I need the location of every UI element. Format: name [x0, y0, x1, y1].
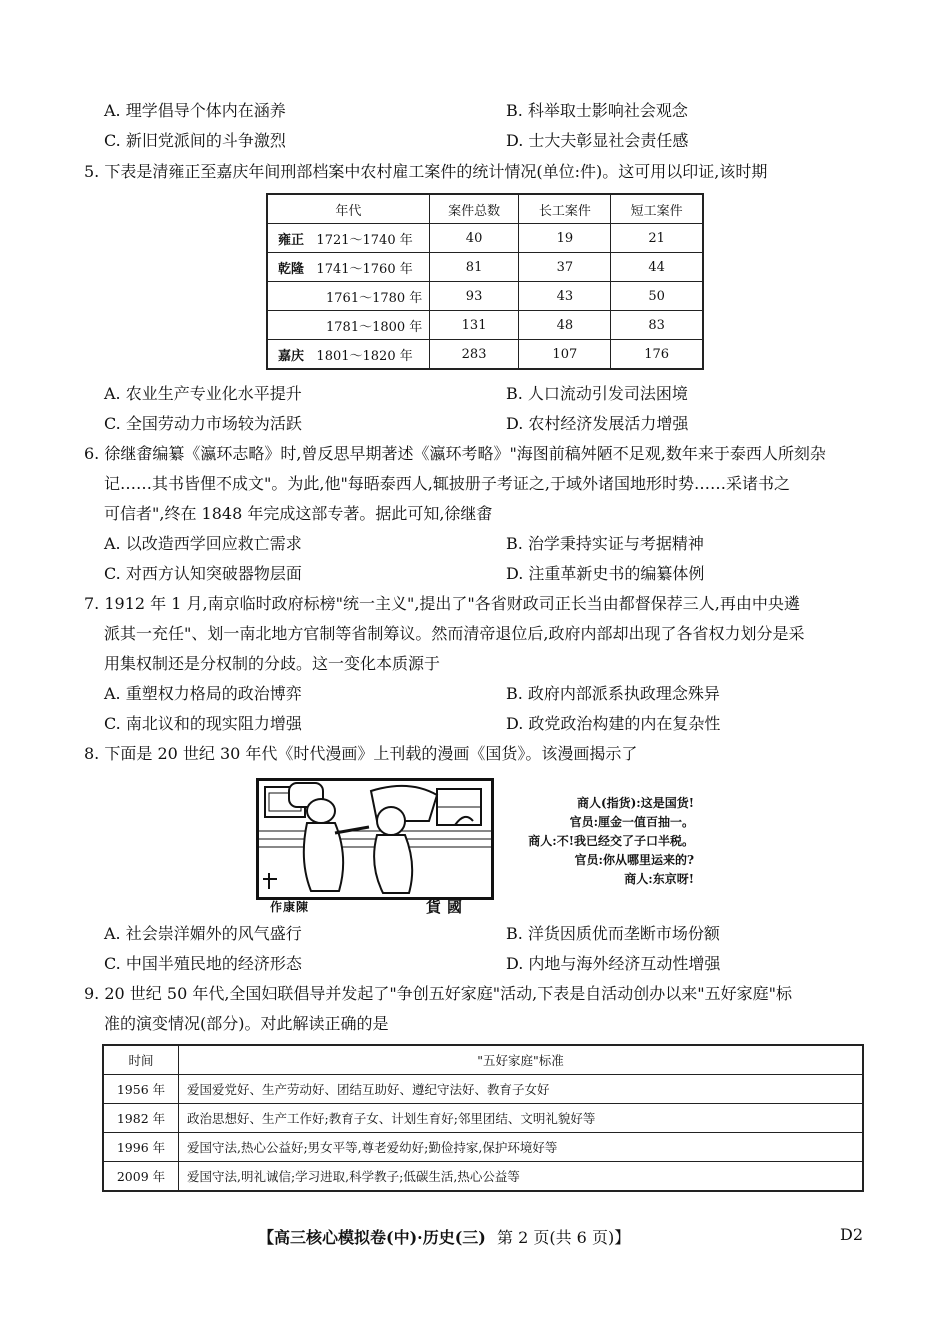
q5-option-c: C. 全国劳动力市场较为活跃 — [104, 414, 302, 433]
table-cell: 107 — [519, 340, 611, 370]
table-row — [103, 1075, 863, 1104]
table-row — [267, 253, 703, 282]
q6-option-d: D. 注重革新史书的编纂体例 — [506, 564, 705, 583]
table-cell: 40 — [429, 224, 519, 253]
q8-option-d: D. 内地与海外经济互动性增强 — [506, 954, 721, 973]
footer-code: D2 — [840, 1225, 864, 1244]
table-row — [103, 1133, 863, 1162]
table-cell: 1982 年 — [103, 1104, 179, 1133]
cartoon-dialog-line: 官员:你从哪里运来的? — [574, 853, 694, 867]
table-header-cell: 年代 — [267, 194, 429, 224]
table-cell: 1781～1800 年 — [267, 311, 429, 340]
cartoon-author-caption: 作康陳 — [270, 900, 310, 914]
table-cell: 1996 年 — [103, 1133, 179, 1162]
q9-stem-line-1: 9. 20 世纪 50 年代,全国妇联倡导并发起了"争创五好家庭"活动,下表是自活动创办以来"五好家庭"标 — [84, 984, 792, 1003]
footer-title: 【高三核心模拟卷(中)·历史(三) — [258, 1228, 486, 1247]
table-row — [267, 282, 703, 311]
table-cell: 93 — [429, 282, 519, 311]
table-cell: 43 — [519, 282, 611, 311]
table-cell: 政治思想好、生产工作好;教育子女、计划生育好;邻里团结、文明礼貌好等 — [179, 1104, 864, 1133]
q6-option-b: B. 治学秉持实证与考据精神 — [506, 534, 704, 553]
cartoon-dialog-line: 商人(指货):这是国货! — [576, 796, 694, 810]
cartoon-dialog-line: 商人:东京呀! — [624, 872, 694, 886]
q6-stem-line-2: 记……其书皆俚不成文"。为此,他"每晤泰西人,辄披册子考证之,于域外诸国地形时势……采诸书之 — [104, 474, 790, 493]
table-cell: 83 — [611, 311, 703, 340]
table-cell: 2009 年 — [103, 1162, 179, 1192]
table-row — [267, 224, 703, 253]
table-header-cell: 长工案件 — [519, 194, 611, 224]
table-header-cell: 时间 — [103, 1045, 179, 1075]
table-cell — [267, 340, 429, 370]
cartoon-dialog-line: 官员:厘金一值百抽一。 — [569, 815, 694, 829]
table-cell: 44 — [611, 253, 703, 282]
q7-option-a: A. 重塑权力格局的政治博弈 — [104, 684, 302, 703]
table-cell — [267, 224, 429, 253]
table-cell: 50 — [611, 282, 703, 311]
q5-option-d: D. 农村经济发展活力增强 — [506, 414, 689, 433]
cartoon-dialog-line: 商人:不!我已经交了子口半税。 — [528, 834, 694, 848]
q4-option-a: A. 理学倡导个体内在涵养 — [104, 101, 286, 120]
q5-option-a: A. 农业生产专业化水平提升 — [104, 384, 302, 403]
year-range: 1721～1740 年 — [316, 232, 413, 248]
table-row — [267, 340, 703, 370]
table-cell — [267, 253, 429, 282]
q8-option-a: A. 社会崇洋媚外的风气盛行 — [104, 924, 302, 943]
table-row — [267, 311, 703, 340]
table-cell: 19 — [519, 224, 611, 253]
q6-stem-line-1: 6. 徐继畬编纂《瀛环志略》时,曾反思早期著述《瀛环考略》"海图前稿舛陋不足观,数年来于泰西人所刻杂 — [84, 444, 826, 463]
table-cell: 爱国守法,明礼诚信;学习进取,科学教子;低碳生活,热心公益等 — [179, 1162, 864, 1192]
era-label: 嘉庆 — [278, 348, 305, 364]
table-header-cell: 案件总数 — [429, 194, 519, 224]
q7-stem-line-2: 派其一充任"、划一南北地方官制等省制筹议。然而清帝退位后,政府内部却出现了各省权力划分是采 — [104, 624, 805, 643]
table-row — [103, 1104, 863, 1133]
q7-stem-line-3: 用集权制还是分权制的分歧。这一变化本质源于 — [104, 654, 441, 673]
table-cell: 283 — [429, 340, 519, 370]
cartoon-image — [256, 778, 494, 900]
q7-stem-line-1: 7. 1912 年 1 月,南京临时政府标榜"统一主义",提出了"各省财政司正长当由都督保荐三人,再由中央遴 — [84, 594, 800, 613]
q8-option-c: C. 中国半殖民地的经济形态 — [104, 954, 302, 973]
q4-option-b: B. 科举取士影响社会观念 — [506, 101, 688, 120]
table-cell: 1956 年 — [103, 1075, 179, 1104]
table-cell: 48 — [519, 311, 611, 340]
q6-option-a: A. 以改造西学回应救亡需求 — [104, 534, 302, 553]
q4-option-c: C. 新旧党派间的斗争激烈 — [104, 131, 286, 150]
table-cell: 81 — [429, 253, 519, 282]
table-cell: 37 — [519, 253, 611, 282]
q8-option-b: B. 洋货因质优而垄断市场份额 — [506, 924, 720, 943]
era-label: 乾隆 — [278, 261, 305, 277]
cartoon-title-caption: 貨國 — [426, 898, 469, 916]
q8-stem: 8. 下面是 20 世纪 30 年代《时代漫画》上刊载的漫画《国货》。该漫画揭示了 — [84, 744, 638, 763]
table-cell: 1761～1780 年 — [267, 282, 429, 311]
q7-option-d: D. 政党政治构建的内在复杂性 — [506, 714, 721, 733]
q6-stem-line-3: 可信者",终在 1848 年完成这部专著。据此可知,徐继畬 — [104, 504, 493, 523]
table-cell: 21 — [611, 224, 703, 253]
q5-option-b: B. 人口流动引发司法困境 — [506, 384, 688, 403]
table-header-row — [267, 194, 703, 224]
q7-option-c: C. 南北议和的现实阻力增强 — [104, 714, 302, 733]
table-row — [103, 1162, 863, 1192]
table-cell: 爱国爱党好、生产劳动好、团结互助好、遵纪守法好、教育子女好 — [179, 1075, 864, 1104]
q4-option-d: D. 士大夫彰显社会责任感 — [506, 131, 689, 150]
q9-table — [102, 1044, 864, 1192]
table-cell: 爱国守法,热心公益好;男女平等,尊老爱幼好;勤俭持家,保护环境好等 — [179, 1133, 864, 1162]
table-cell: 131 — [429, 311, 519, 340]
q6-option-c: C. 对西方认知突破器物层面 — [104, 564, 302, 583]
year-range: 1741～1760 年 — [316, 261, 413, 277]
footer-page-number: 第 2 页(共 6 页)】 — [497, 1228, 631, 1247]
q9-stem-line-2: 准的演变情况(部分)。对此解读正确的是 — [104, 1014, 389, 1033]
era-label: 雍正 — [278, 232, 305, 248]
page-footer — [258, 1225, 630, 1248]
q5-table — [266, 193, 704, 370]
table-header-cell: "五好家庭"标准 — [179, 1045, 864, 1075]
table-cell: 176 — [611, 340, 703, 370]
year-range: 1801～1820 年 — [316, 348, 413, 364]
q7-option-b: B. 政府内部派系执政理念殊异 — [506, 684, 720, 703]
q5-stem: 5. 下表是清雍正至嘉庆年间刑部档案中农村雇工案件的统计情况(单位:件)。这可用以印证,该时期 — [84, 162, 768, 181]
cartoon-drawing — [259, 781, 491, 897]
table-header-cell: 短工案件 — [611, 194, 703, 224]
table-header-row — [103, 1045, 863, 1075]
